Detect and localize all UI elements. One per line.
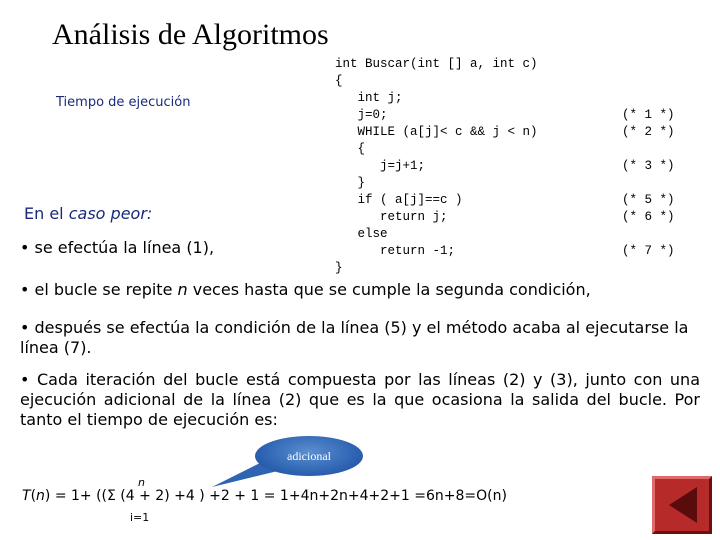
code-line: WHILE (a[j]< c && j < n) bbox=[335, 125, 538, 139]
sigma-upper-bound: n bbox=[138, 476, 145, 489]
bullet-condition: • después se efectúa la condición de la línea (5) y el método acaba al ejecutarse la línea (7). bbox=[20, 318, 689, 357]
bullet-line-1: • se efectúa la línea (1), bbox=[20, 238, 215, 257]
code-line: return -1; bbox=[335, 244, 456, 258]
formula-T: T bbox=[22, 488, 31, 504]
code-line: int Buscar(int [] a, int c) bbox=[335, 57, 538, 71]
slide-subtitle: Tiempo de ejecución bbox=[56, 95, 191, 110]
formula-rest: ) = 1+ ((Σ (4 + 2) +4 ) +2 + 1 = 1+4n+2n+4+2+1 =6n+8=O(n) bbox=[44, 488, 507, 504]
code-line: { bbox=[335, 74, 343, 88]
sigma-lower-bound: i=1 bbox=[130, 511, 150, 524]
bullet-loop-post: veces hasta que se cumple la segunda condición, bbox=[187, 280, 591, 299]
code-line: } bbox=[335, 176, 366, 190]
line-comment: (* 2 *) bbox=[622, 125, 675, 139]
code-line: } bbox=[335, 261, 343, 275]
callout-adicional: adicional bbox=[255, 436, 363, 476]
line-comment: (* 3 *) bbox=[622, 159, 675, 173]
slide-title: Análisis de Algoritmos bbox=[52, 18, 329, 51]
line-comment: (* 1 *) bbox=[622, 108, 675, 122]
formula-n: n bbox=[36, 488, 45, 504]
nav-back-button[interactable] bbox=[652, 476, 712, 534]
code-line: int j; bbox=[335, 91, 403, 105]
code-line: j=j+1; bbox=[335, 159, 426, 173]
code-line: else bbox=[335, 227, 388, 241]
bullet-loop-pre: • el bucle se repite bbox=[20, 280, 178, 299]
line-comment: (* 6 *) bbox=[622, 210, 675, 224]
line-comment: (* 5 *) bbox=[622, 193, 675, 207]
worst-case-prefix: En el bbox=[24, 204, 69, 223]
code-line: if ( a[j]==c ) bbox=[335, 193, 463, 207]
line-comment: (* 7 *) bbox=[622, 244, 675, 258]
bullet-iteration: • Cada iteración del bucle está compuesta por las líneas (2) y (3), junto con una ejecución adicional de la línea (2) que es la que ocasiona la salida del bucle. Por tanto el tiempo de ejecución es: bbox=[20, 370, 700, 429]
bullet-loop-n: n bbox=[177, 280, 188, 299]
runtime-formula: T(n) = 1+ ((Σ (4 + 2) +4 ) +2 + 1 = 1+4n+2n+4+2+1 =6n+8=O(n) bbox=[22, 488, 507, 504]
play-back-icon bbox=[655, 479, 709, 531]
code-line: j=0; bbox=[335, 108, 388, 122]
code-line: return j; bbox=[335, 210, 448, 224]
code-line: { bbox=[335, 142, 366, 156]
worst-case-italic: caso peor: bbox=[68, 204, 153, 223]
